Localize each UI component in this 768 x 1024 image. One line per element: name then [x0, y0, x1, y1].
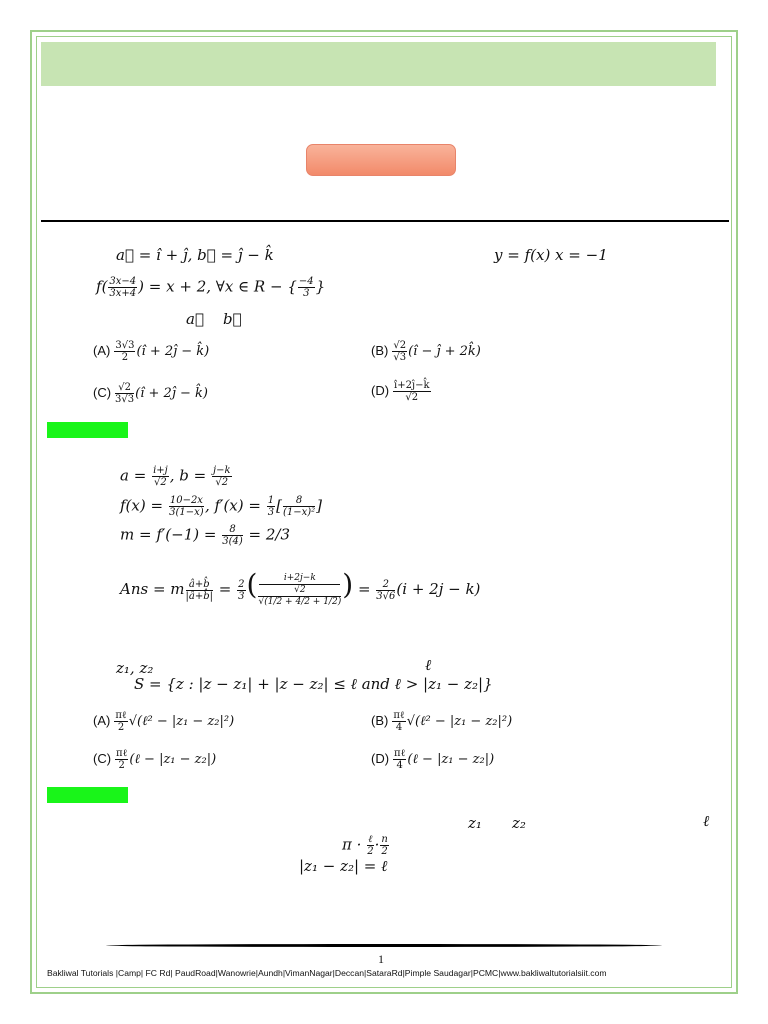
- page-number: 1: [378, 952, 384, 966]
- q2-points: z₁, z₂: [116, 659, 154, 677]
- q1-vec-a: a⃗: [186, 310, 204, 328]
- q1-option-a[interactable]: (A) $\frac{3√3}{2}$ (î + 2ĵ − k̂): [93, 340, 210, 363]
- sol2-ell: ℓ: [703, 812, 710, 830]
- q1-option-d[interactable]: (D) $\frac{î+2ĵ-k̂}{√2}$: [371, 380, 430, 403]
- footer-rule: [106, 944, 662, 947]
- sol2-z1: z₁: [468, 814, 482, 832]
- header-banner: [41, 42, 716, 86]
- footer-text: Bakliwal Tutorials |Camp| FC Rd| PaudRoad|Wanowrie|Aundh|VimanNagar|Deccan|SataraRd|Pimple Saudagar|PCMC|www.bakliwaltutorialsiit.com: [47, 968, 607, 978]
- sol1-line3: m = f′(−1) = $\frac{8}{3(4)}$ = 2/3: [120, 524, 291, 547]
- sol1-line2: f(x) = $\frac{10-2x}{3(1-x)}$ , f′(x) = $\frac{1}{3}$ [ $\frac{8}{\text{(1−x)²}}$ ]: [120, 495, 323, 518]
- sol2-z2: z₂: [512, 814, 526, 832]
- q2-ell: ℓ: [425, 656, 432, 674]
- answer-bar-1: [47, 422, 128, 438]
- q1-option-b[interactable]: (B) $\frac{√2}{√3}$ (î − ĵ + 2k̂): [371, 340, 481, 363]
- q2-option-b[interactable]: (B) $\frac{\text{πℓ}}{4}$ √(ℓ² − |z₁ − z₂|²): [371, 710, 513, 733]
- q1-curve: y = f(x) x = −1: [494, 246, 608, 264]
- q1-vectors: a⃗ = î + ĵ, b⃗ = ĵ − k̂: [116, 246, 274, 264]
- sol2-area: π · $\frac{\text{ℓ}}{2}$ · $\frac{n}{2}$: [342, 834, 388, 857]
- q1-vec-b: b⃗: [223, 310, 242, 328]
- q1-function: f( $\frac{3x-4}{3x+4}$ ) = x + 2, ∀x ∈ R − { $\frac{-4}{3}$ }: [96, 276, 326, 299]
- q2-option-d[interactable]: (D) $\frac{\text{πℓ}}{4}$ (ℓ − |z₁ − z₂|): [371, 748, 495, 771]
- q2-option-a[interactable]: (A) $\frac{\text{πℓ}}{2}$ √(ℓ² − |z₁ − z₂|²): [93, 710, 235, 733]
- q2-option-c[interactable]: (C) $\frac{\text{πℓ}}{2}$ (ℓ − |z₁ − z₂|): [93, 748, 217, 771]
- sol1-line1: a = $\frac{i+j}{√2}$ , b = $\frac{j-k}{√2}$: [120, 465, 231, 488]
- header-rule: [41, 220, 729, 222]
- sol2-abs: |z₁ − z₂| = ℓ: [299, 857, 388, 875]
- q2-set: S = {z : |z − z₁| + |z − z₂| ≤ ℓ and ℓ > |z₁ − z₂|}: [134, 675, 493, 693]
- answer-bar-2: [47, 787, 128, 803]
- q1-option-c[interactable]: (C) $\frac{√2}{3√3}$ (î + 2ĵ − k̂): [93, 382, 208, 405]
- sol1-line4: Ans = m $\frac{â+b̂}{|â+b̂|}$ = $\frac{2}{3}$ ( i+2j−k √2 √(1/2 + 4/2 + 1/2) ) = $\frac{2}{3√6}$ (i + 2j − k): [120, 568, 481, 607]
- section-pill: [306, 144, 456, 176]
